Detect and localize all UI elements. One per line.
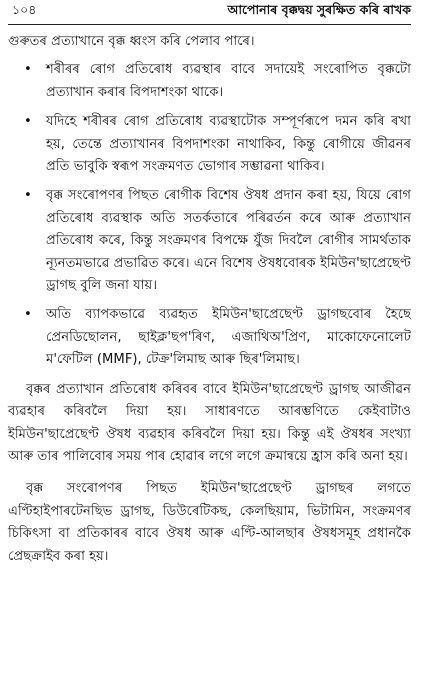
list-item-text: অতি ব্যাপকভাৱে ব্যৱহৃত ইমিউন'ছাপ্ৰেছেণ্ট ড্ৰাগছবোৰ হৈছে প্ৰেনডিছোলন, ছাইক্ল'ছপ'ৰিণ, এজাথিঅ'প্ৰিণ, মাকোফেনোলেট ম'ফেটিল (MMF), টেক্ৰ'লিমাছ আৰু ছিৰ'লিমাছ। bbox=[46, 307, 411, 368]
running-title: আপোনাৰ বৃক্কদ্বয় সুৰক্ষিত কৰি ৰাখক bbox=[227, 2, 411, 17]
bullet-icon: • bbox=[24, 307, 32, 323]
bullet-list bbox=[8, 59, 411, 371]
list-item bbox=[24, 304, 411, 371]
body-paragraph-2: বৃক্ক সংৰোপণৰ পিছত ইমিউন'ছাপ্ৰেছেণ্ট ড্ৰাগছৰ লগতে এণ্টিহাইপাৰটেনছিভ ড্ৰাগছ, ডিউৰেটিকছ, কেলছিয়াম, ভিটামিন, সংক্ৰমণৰ চিকিৎসা বা প্ৰতিকাৰৰ বাবে ঔষধ আৰু এণ্টি-আলছাৰ ঔষধসমূহ প্ৰধানকৈ প্ৰেছক্ৰাইব কৰা হয়। bbox=[8, 481, 411, 564]
bullet-icon: • bbox=[24, 114, 32, 130]
list-item-text: যদিহে শৰীৰৰ ৰোগ প্ৰতিৰোধ ব্যৱস্থাটোক সম্পূৰ্ণৰূপে দমন কৰি ৰখা হয়, তেন্তে প্ৰত্যাখানৰ বিপদাশংকা নাথাকিব, কিন্তু ৰোগীয়ে জীৱনৰ প্ৰতি ভাবুকি স্বৰূপ সংক্ৰমণত ভোগাৰ সম্ভাৱনা থাকিব। bbox=[46, 114, 411, 175]
list-item bbox=[24, 59, 411, 104]
list-item bbox=[24, 111, 411, 178]
list-item-text: বৃক্ক সংৰোপণৰ পিছত ৰোগীক বিশেষ ঔষধ প্ৰদান কৰা হয়, যিয়ে ৰোগ প্ৰতিৰোধ ব্যৱস্থাক অতি সতৰ্কতাৰে পৰিৱৰ্তন কৰে আৰু প্ৰত্যাখান প্ৰতিৰোধ কৰে, কিন্তু সংক্ৰমণৰ বিপক্ষে যুঁজ দিবলৈ ৰোগীৰ সামৰ্থতাক ন্যূনতমভাৱে প্ৰভাৱিত কৰে। এনে বিশেষ ঔষধবোৰক ইমিউন'ছাপ্ৰেছেণ্ট ড্ৰাগছ বুলি জনা যায়। bbox=[46, 188, 411, 294]
bullet-icon: • bbox=[24, 62, 32, 78]
bullet-icon: • bbox=[24, 188, 32, 204]
continuation-paragraph: গুৰুতৰ প্ৰত্যাখানে বৃক্ক ধ্বংস কৰি পেলাব পাৰে। bbox=[8, 34, 255, 49]
page-number: ১০৪ bbox=[12, 2, 37, 17]
page-header bbox=[8, 0, 411, 25]
body-paragraph-1: বৃক্কৰ প্ৰত্যাখান প্ৰতিৰোধ কৰিবৰ বাবে ইমিউন'ছাপ্ৰেছেণ্ট ড্ৰাগছ আজীৱন ব্যৱহাৰ কৰিবলৈ দিয়া হয়। সাধাৰণতে আৰম্ভণিতে কেইবাটাও ইমিউন'ছাপ্ৰেছেণ্ট ঔষধ ব্যৱহাৰ কৰিবলৈ দিয়া হয়। কিন্তু এই ঔষধৰ সংখ্যা আৰু তাৰ পালিবোৰ সময় পাৰ হোৱাৰ লগে লগে ক্ৰমান্বয়ে হ্ৰাস কৰি অনা হয়। bbox=[8, 381, 411, 464]
list-item bbox=[24, 185, 411, 297]
list-item-text: শৰীৰৰ ৰোগ প্ৰতিৰোধ ব্যৱস্থাৰ বাবে সদায়েই সংৰোপিত বৃক্কটো প্ৰত্যাখান কৰাৰ বিপদাশংকা থাকে। bbox=[46, 62, 411, 100]
